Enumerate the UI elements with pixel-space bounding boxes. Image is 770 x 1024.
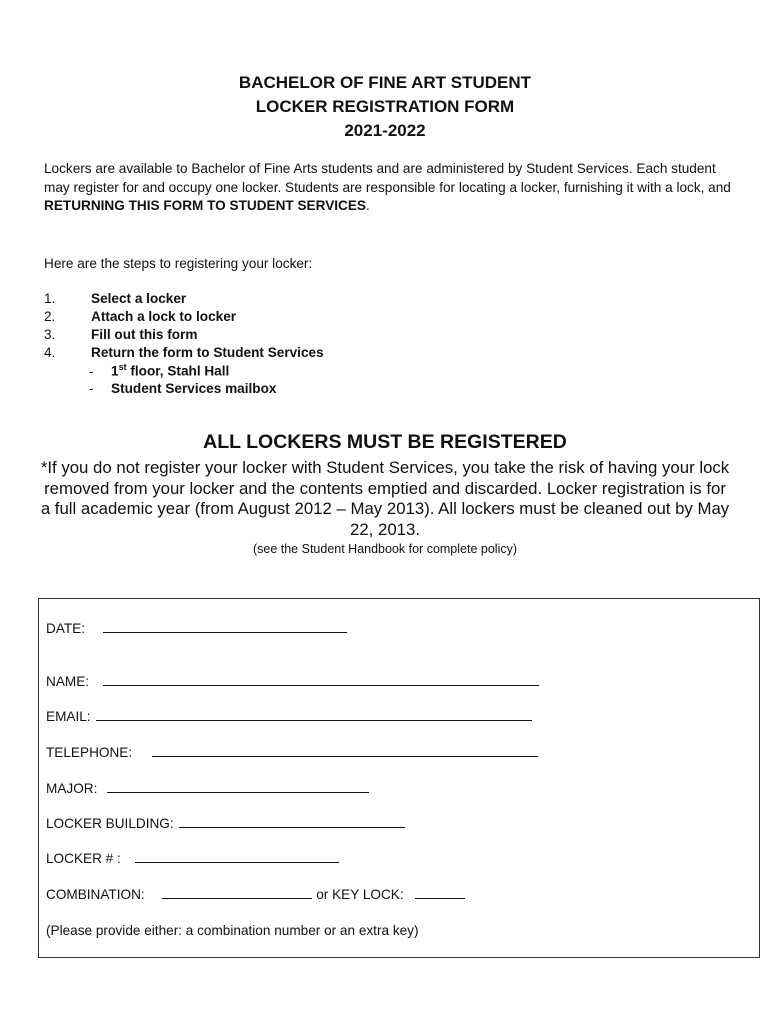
email-blank[interactable] [96, 708, 532, 721]
email-label: EMAIL: [46, 709, 91, 724]
date-field [46, 620, 347, 636]
sub-step-item [89, 362, 229, 379]
step-label: Attach a lock to locker [91, 309, 237, 324]
step-number: 1. [44, 291, 56, 306]
step-number: 2. [44, 309, 56, 324]
date-blank[interactable] [103, 620, 347, 633]
combination-label: COMBINATION: [46, 887, 145, 902]
name-blank[interactable] [103, 673, 539, 686]
step-label: Fill out this form [91, 327, 198, 342]
form-footnote: (Please provide either: a combination number or an extra key) [46, 923, 419, 938]
registration-form-box [38, 598, 760, 958]
name-field [46, 673, 539, 689]
locker-number-field [46, 850, 339, 866]
warning-text: *If you do not register your locker with Student Services, you take the risk of having your lock removed from your locker and the contents emptied and discarded. Locker registration is for a full academic year (from August 2012 – May 2013). All lockers must be cleaned out by May 22, 2013. [40, 458, 730, 539]
date-label: DATE: [46, 621, 86, 636]
sub-step-superscript: st [118, 362, 127, 372]
title-line-2: LOCKER REGISTRATION FORM [255, 97, 515, 116]
major-label: MAJOR: [46, 781, 98, 796]
intro-text: Lockers are available to Bachelor of Fine Arts students and are administered by Student Services. Each student may register for and occupy one locker. Students are responsible for locating a locker, furnishing it with a lock, and [44, 161, 731, 195]
telephone-blank[interactable] [152, 744, 538, 757]
major-blank[interactable] [107, 780, 369, 793]
email-field [46, 708, 532, 724]
sub-step-item [89, 381, 276, 396]
locker-number-blank[interactable] [135, 850, 339, 863]
policy-note: (see the Student Handbook for complete policy) [252, 542, 518, 556]
name-label: NAME: [46, 674, 90, 689]
sub-step-dash: - [89, 363, 94, 379]
sub-step-dash: - [89, 381, 94, 396]
title-year: 2021-2022 [344, 121, 426, 140]
major-field [46, 780, 369, 796]
step-number: 4. [44, 345, 56, 360]
locker-building-blank[interactable] [179, 815, 405, 828]
locker-building-field [46, 815, 405, 831]
intro-end: . [366, 198, 370, 213]
title-line-1: BACHELOR OF FINE ART STUDENT [238, 73, 532, 92]
telephone-field [46, 744, 538, 760]
intro-paragraph [44, 160, 734, 216]
key-lock-blank[interactable] [415, 886, 465, 899]
sub-step-text: Student Services mailbox [111, 381, 277, 396]
combination-blank[interactable] [162, 886, 312, 899]
key-lock-label: or KEY LOCK: [316, 887, 404, 902]
step-label: Select a locker [91, 291, 187, 306]
locker-number-label: LOCKER # : [46, 851, 121, 866]
warning-heading: ALL LOCKERS MUST BE REGISTERED [203, 431, 567, 453]
sub-step-text-end: floor, Stahl Hall [126, 363, 230, 379]
intro-emphasis: RETURNING THIS FORM TO STUDENT SERVICES [44, 198, 366, 213]
locker-building-label: LOCKER BUILDING: [46, 816, 174, 831]
telephone-label: TELEPHONE: [46, 745, 133, 760]
steps-intro: Here are the steps to registering your locker: [44, 256, 313, 271]
step-label: Return the form to Student Services [91, 345, 324, 360]
sub-step-text: 1 [111, 363, 119, 379]
combination-field [46, 886, 465, 902]
step-number: 3. [44, 327, 56, 342]
